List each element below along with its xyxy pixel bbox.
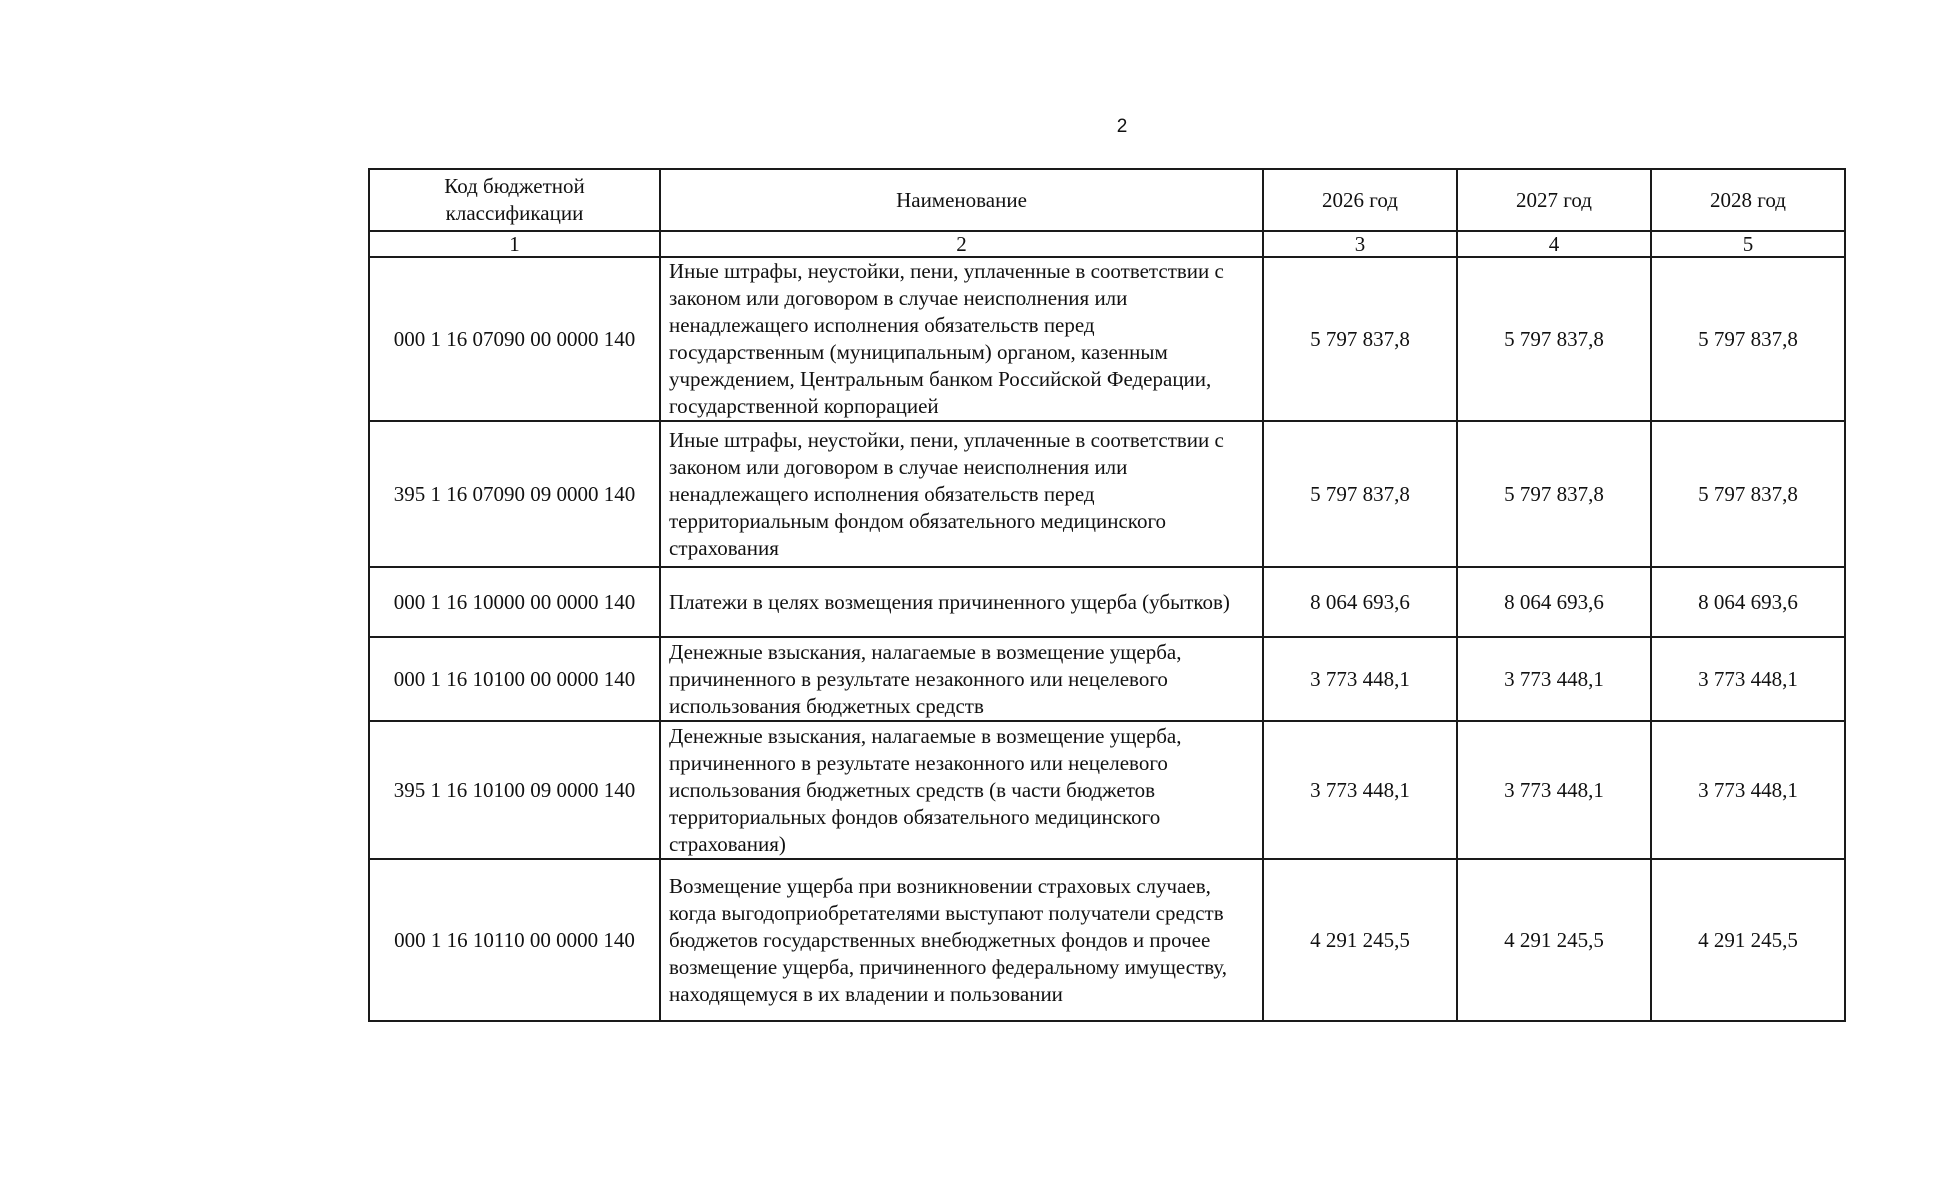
table-row (369, 567, 1845, 637)
amount-2026-cell: 5 797 837,8 (1263, 257, 1457, 421)
amount-2028-cell: 3 773 448,1 (1651, 721, 1845, 859)
column-number: 4 (1457, 231, 1651, 257)
budget-code-cell: 000 1 16 07090 00 0000 140 (369, 257, 660, 421)
amount-2026-cell: 3 773 448,1 (1263, 637, 1457, 721)
amount-2028-cell: 5 797 837,8 (1651, 257, 1845, 421)
amount-2028-cell: 5 797 837,8 (1651, 421, 1845, 567)
amount-2027-cell: 8 064 693,6 (1457, 567, 1651, 637)
amount-2027-cell: 3 773 448,1 (1457, 637, 1651, 721)
budget-code-cell: 000 1 16 10110 00 0000 140 (369, 859, 660, 1021)
column-number: 2 (660, 231, 1263, 257)
amount-2026-cell: 5 797 837,8 (1263, 421, 1457, 567)
header-2027: 2027 год (1457, 169, 1651, 231)
table-row (369, 421, 1845, 567)
header-row (369, 169, 1845, 231)
table-row (369, 257, 1845, 421)
item-name-cell: Возмещение ущерба при возникновении страховых случаев, когда выгодоприобретателями выступают получатели средств бюджетов государственных внебюджетных фондов и прочее возмещение ущерба, причиненного федеральному имуществу, находящемуся в их владении и пользовании (660, 859, 1263, 1021)
item-name-cell: Платежи в целях возмещения причиненного ущерба (убытков) (660, 567, 1263, 637)
header-code: Код бюджетной классификации (369, 169, 660, 231)
table-row (369, 637, 1845, 721)
amount-2026-cell: 3 773 448,1 (1263, 721, 1457, 859)
column-number: 5 (1651, 231, 1845, 257)
amount-2026-cell: 8 064 693,6 (1263, 567, 1457, 637)
page-number: 2 (1116, 116, 1128, 137)
table-row (369, 721, 1845, 859)
amount-2027-cell: 5 797 837,8 (1457, 257, 1651, 421)
amount-2027-cell: 5 797 837,8 (1457, 421, 1651, 567)
item-name-cell: Иные штрафы, неустойки, пени, уплаченные в соответствии с законом или договором в случае неисполнения или ненадлежащего исполнения обязательств перед государственным (муниципальным) органом, казенным учреждением, Центральным банком Российской Федерации, государственной корпорацией (660, 257, 1263, 421)
budget-revenue-table (368, 168, 1846, 1022)
item-name-cell: Иные штрафы, неустойки, пени, уплаченные в соответствии с законом или договором в случае неисполнения или ненадлежащего исполнения обязательств перед территориальным фондом обязательного медицинского страхования (660, 421, 1263, 567)
header-2026: 2026 год (1263, 169, 1457, 231)
amount-2027-cell: 3 773 448,1 (1457, 721, 1651, 859)
budget-code-cell: 000 1 16 10100 00 0000 140 (369, 637, 660, 721)
table-row (369, 859, 1845, 1021)
column-number: 1 (369, 231, 660, 257)
column-number: 3 (1263, 231, 1457, 257)
amount-2028-cell: 3 773 448,1 (1651, 637, 1845, 721)
item-name-cell: Денежные взыскания, налагаемые в возмещение ущерба, причиненного в результате незаконного или нецелевого использования бюджетных средств (в части бюджетов территориальных фондов обязательного медицинского страхования) (660, 721, 1263, 859)
header-2028: 2028 год (1651, 169, 1845, 231)
budget-code-cell: 395 1 16 07090 09 0000 140 (369, 421, 660, 567)
amount-2028-cell: 4 291 245,5 (1651, 859, 1845, 1021)
budget-code-cell: 395 1 16 10100 09 0000 140 (369, 721, 660, 859)
amount-2026-cell: 4 291 245,5 (1263, 859, 1457, 1021)
budget-code-cell: 000 1 16 10000 00 0000 140 (369, 567, 660, 637)
amount-2027-cell: 4 291 245,5 (1457, 859, 1651, 1021)
amount-2028-cell: 8 064 693,6 (1651, 567, 1845, 637)
column-number-row (369, 231, 1845, 257)
header-name: Наименование (660, 169, 1263, 231)
item-name-cell: Денежные взыскания, налагаемые в возмещение ущерба, причиненного в результате незаконного или нецелевого использования бюджетных средств (660, 637, 1263, 721)
